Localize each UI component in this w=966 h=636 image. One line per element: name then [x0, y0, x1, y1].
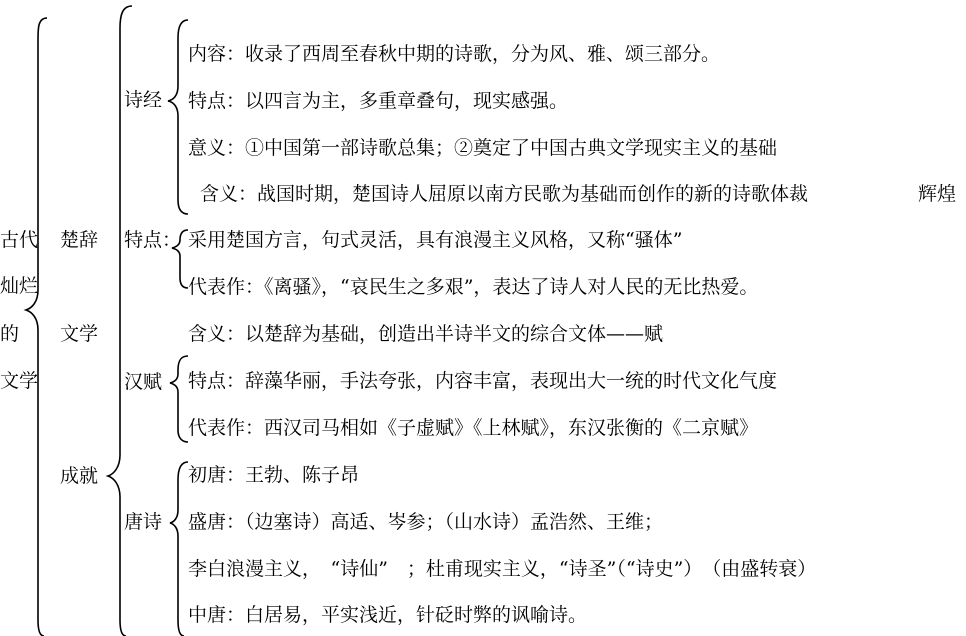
tangshi-label: 唐诗	[124, 511, 163, 533]
hanfu-label: 汉赋	[124, 371, 163, 393]
chengjiu-label: 成就	[60, 465, 99, 487]
shijing-brace	[168, 20, 188, 214]
tangshi-high: 盛唐：（边塞诗）高适、岑参；（山水诗）孟浩然、王维；	[188, 511, 664, 533]
wenxue-label: 文学	[60, 323, 99, 345]
chuci-features: 采用楚国方言，句式灵活，具有浪漫主义风格，又称“骚体”	[188, 229, 683, 251]
chuci-features-label: 特点：	[124, 229, 182, 251]
chuci-works: 代表作：《离骚》，“哀民生之多艰”，表达了诗人对人民的无比热爱。	[188, 276, 759, 298]
root-line-2: 灿烂	[0, 275, 39, 297]
shijing-content: 内容：收录了西周至春秋中期的诗歌，分为风、雅、颂三部分。	[188, 43, 721, 65]
root-line-3: 的	[0, 323, 20, 345]
hanfu-brace	[170, 356, 188, 442]
tangshi-early: 初唐：王勃、陈子昂	[188, 464, 360, 486]
hanfu-features: 特点：辞藻华丽，手法夸张，内容丰富，表现出大一统的时代文化气度	[188, 370, 778, 392]
shijing-features: 特点：以四言为主，多重章叠句，现实感强。	[188, 90, 569, 112]
chuci-label: 楚辞	[60, 229, 99, 251]
tangshi-mid: 中唐：白居易，平实浅近，针砭时弊的讽喻诗。	[188, 604, 588, 626]
hanfu-meaning: 含义：以楚辞为基础，创造出半诗半文的综合文体——赋	[188, 323, 664, 345]
root-line-1: 古代	[0, 229, 39, 251]
shijing-significance: 意义：①中国第一部诗歌总集；②奠定了中国古典文学现实主义的基础	[188, 137, 778, 159]
chuci-meaning: 含义：战国时期，楚国诗人屈原以南方民歌为基础而创作的新的诗歌体裁	[200, 183, 809, 205]
tangshi-brace	[170, 462, 188, 636]
tangshi-libai-dufu: 李白浪漫主义， “诗仙” ；杜甫现实主义，“诗圣”（“诗史”） （由盛转衰）	[188, 558, 817, 580]
root-brace	[26, 18, 47, 636]
root-trailing: 辉煌	[918, 183, 957, 205]
hanfu-works: 代表作：西汉司马相如《子虚赋》《上林赋》，东汉张衡的《二京赋》	[188, 417, 759, 439]
root-line-4: 文学	[0, 370, 39, 392]
shijing-label: 诗经	[124, 89, 163, 111]
